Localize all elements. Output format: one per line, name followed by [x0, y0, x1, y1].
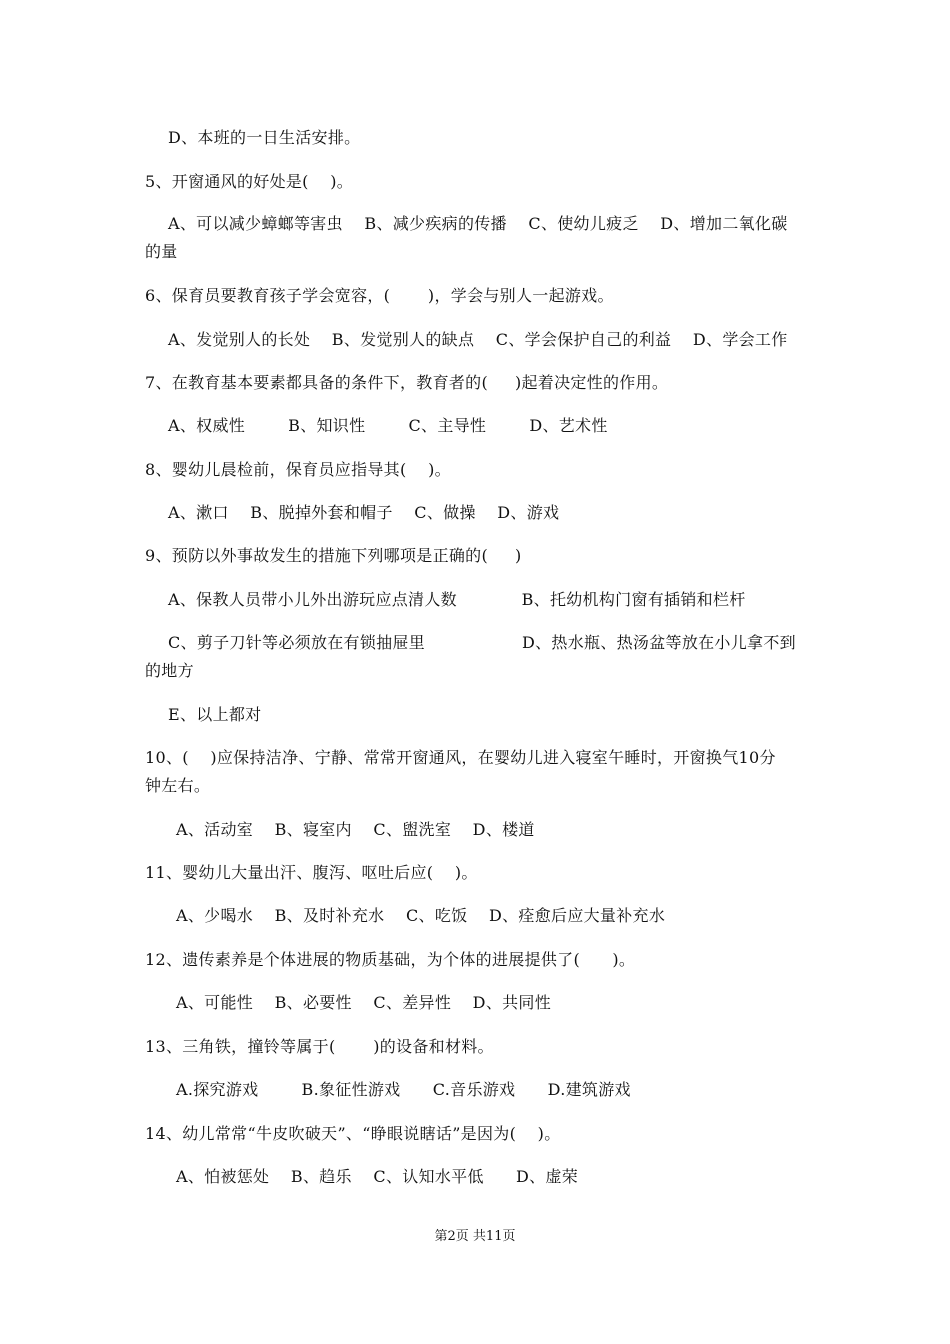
question-14: 14、幼儿常常“牛皮吹破天”、“睁眼说瞎话”是因为( )。 [145, 1124, 561, 1143]
question-5: 5、开窗通风的好处是( )。 [145, 172, 354, 191]
options-9-cont: 的地方 [145, 661, 194, 680]
question-12: 12、遗传素养是个体进展的物质基础，为个体的进展提供了( )。 [145, 950, 636, 969]
options-9-e: E、以上都对 [168, 705, 262, 724]
options-6: A、发觉别人的长处 B、发觉别人的缺点 C、学会保护自己的利益 D、学会工作 [168, 330, 788, 349]
options-13: A.探究游戏 B.象征性游戏 C.音乐游戏 D.建筑游戏 [176, 1080, 631, 1099]
options-8: A、漱口 B、脱掉外套和帽子 C、做操 D、游戏 [168, 503, 560, 522]
options-7: A、权威性 B、知识性 C、主导性 D、艺术性 [168, 416, 608, 435]
options-10: A、活动室 B、寝室内 C、盥洗室 D、楼道 [176, 820, 535, 839]
options-12: A、可能性 B、必要性 C、差异性 D、共同性 [176, 993, 552, 1012]
options-14: A、怕被惩处 B、趋乐 C、认知水平低 D、虚荣 [176, 1167, 579, 1186]
options-9-ab: A、保教人员带小儿外出游玩应点清人数 B、托幼机构门窗有插销和栏杆 [168, 590, 746, 609]
question-8: 8、婴幼儿晨检前，保育员应指导其( )。 [145, 460, 451, 479]
option-line-4d: D、本班的一日生活安排。 [168, 128, 361, 147]
question-10: 10、( )应保持洁净、宁静、常常开窗通风，在婴幼儿进入寝室午睡时，开窗换气10分 [145, 748, 776, 767]
page-footer: 第2页 共11页 [434, 1229, 516, 1244]
question-6: 6、保育员要教育孩子学会宽容，( )，学会与别人一起游戏。 [145, 286, 614, 305]
options-9-cd: C、剪子刀针等必须放在有锁抽屉里 D、热水瓶、热汤盆等放在小儿拿不到 [168, 633, 796, 652]
question-9: 9、预防以外事故发生的措施下列哪项是正确的( ) [145, 546, 522, 565]
question-11: 11、婴幼儿大量出汗、腹泻、呕吐后应( )。 [145, 863, 478, 882]
question-7: 7、在教育基本要素都具备的条件下，教育者的( )起着决定性的作用。 [145, 373, 669, 392]
question-13: 13、三角铁，撞铃等属于( )的设备和材料。 [145, 1037, 494, 1056]
options-11: A、少喝水 B、及时补充水 C、吃饭 D、痊愈后应大量补充水 [176, 906, 666, 925]
options-5-cont: 的量 [145, 242, 178, 261]
question-10-cont: 钟左右。 [145, 776, 211, 795]
options-5: A、可以减少蟑螂等害虫 B、减少疾病的传播 C、使幼儿疲乏 D、增加二氧化碳 [168, 214, 788, 233]
